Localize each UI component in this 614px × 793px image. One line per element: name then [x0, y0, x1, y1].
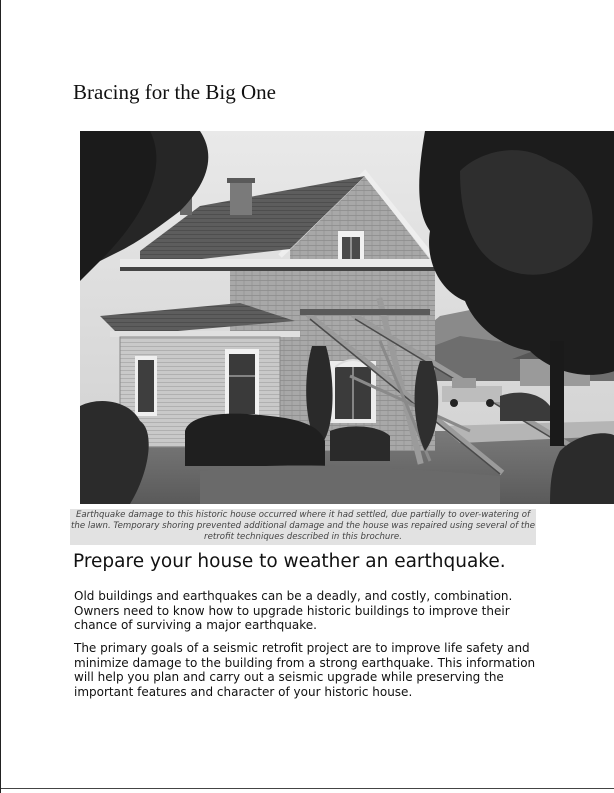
photo-caption: Earthquake damage to this historic house occurred where it had settled, due partially to over-watering of the lawn. Temporary shoring prevented additional damage and the house was repaired using several of the retrofit techniques described in this brochure.	[70, 509, 536, 545]
section-heading: Prepare your house to weather an earthquake.	[73, 551, 506, 572]
body-paragraph: Old buildings and earthquakes can be a deadly, and costly, combination. Owners need to know how to upgrade historic buildings to improve their chance of surviving a major earthquake.	[74, 589, 513, 632]
document-title: Bracing for the Big One	[73, 80, 276, 104]
page-border	[1, 788, 614, 789]
body-paragraph: The primary goals of a seismic retrofit project are to improve life safety and minimize damage to the building from a strong earthquake. This information will help you plan and carry out a seismic upgrade while preserving the important features and character of your historic house.	[74, 641, 536, 699]
house-photo	[80, 131, 614, 504]
